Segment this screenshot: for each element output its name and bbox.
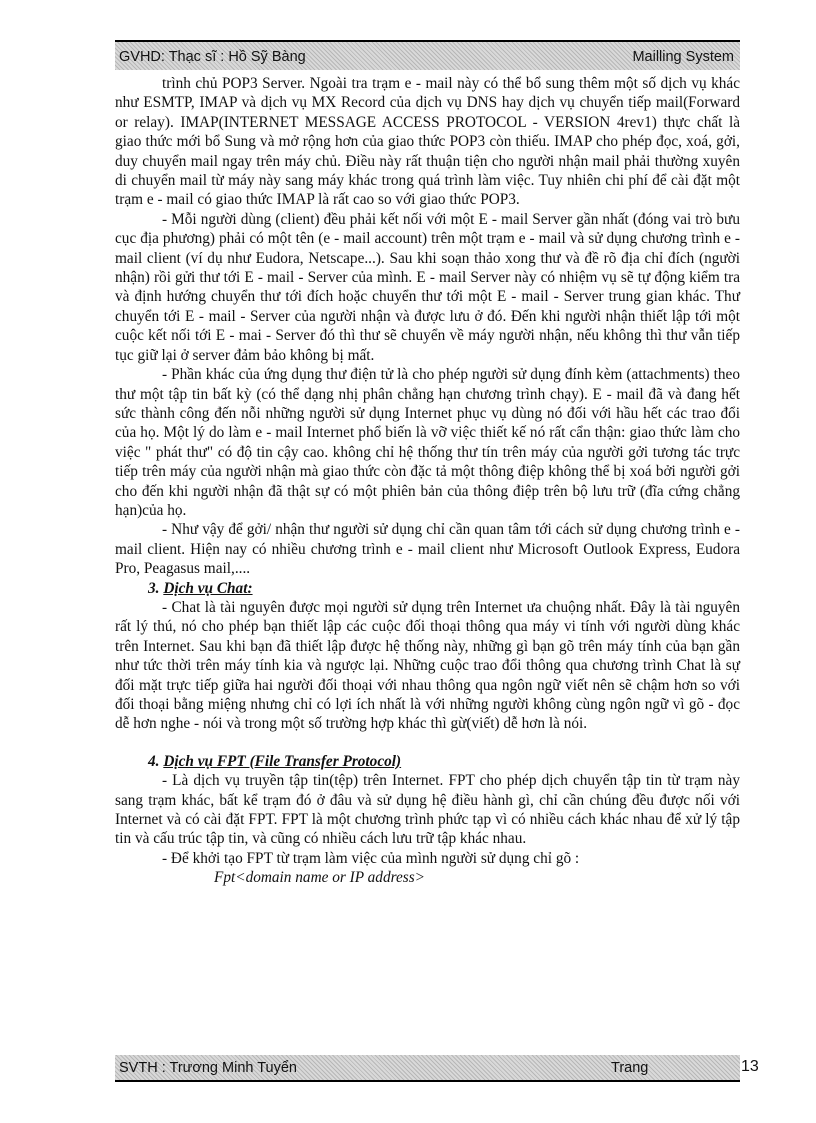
paragraph-email-clients: - Như vậy để gởi/ nhận thư người sử dụng chỉ cần quan tâm tới cách sử dụng chương trình e - mail client. Hiện nay có nhiều chương trình e - mail client như Microsoft Outlook Express, Eudora Pro, Peagasus mail,.... <box>115 521 740 578</box>
document-body <box>115 74 740 888</box>
section-number: 4. <box>148 752 160 770</box>
page-header <box>115 40 740 70</box>
section-number: 3. <box>148 579 160 597</box>
section-heading-chat <box>115 579 740 598</box>
footer-page-label: Trang <box>611 1060 649 1076</box>
page-number: 13 <box>741 1058 759 1075</box>
section-heading-ftp <box>115 752 740 771</box>
page-footer <box>115 1055 740 1082</box>
paragraph-ftp-start: - Để khởi tạo FPT từ trạm làm việc của mình người sử dụng chỉ gõ : <box>162 849 580 867</box>
footer-student: SVTH : Trương Minh Tuyển <box>119 1060 297 1076</box>
paragraph-ftp: - Là dịch vụ truyền tập tin(tệp) trên Internet. FPT cho phép dịch chuyển tập tin từ trạm này sang trạm khác, bất kể trạm đó ở đâu và sử dụng hệ điều hành gì, chỉ cần chúng đều được nối với Internet và có cài đặt FPT. FPT là một chương trình phức tạp vì có nhiều cách khác nhau để xử lý tập tin và cấu trúc tập tin, và cũng có nhiều cách lưu trữ tập khác nhau. <box>115 772 740 848</box>
header-title: Mailling System <box>632 49 734 65</box>
paragraph-chat: - Chat là tài nguyên được mọi người sử dụng trên Internet ưa chuộng nhất. Đây là tài nguyên rất lý thú, nó cho phép bạn thiết lập các cuộc đối thoại thông qua máy vi tính với người dùng khác trên Internet. Sau khi bạn đã thiết lập được hệ thống này, những gì bạn gõ trên máy tính của bạn gần như tức thời trên máy tính kia và ngược lại. Những cuộc trao đổi thông qua chương trình Chat là sự đối mặt trực tiếp giữa hai người đối thoại với nhau thông qua ngôn ngữ viết nên sẽ chậm hơn so với đối thoại bằng miệng nhưng chỉ có lợi ích nhất là với những người không cùng ngôn ngữ vì gõ - đọc dễ hơn nghe - nói và trong một số trường hợp khác thì gừ(viết) dễ hơn là nói. <box>115 598 740 733</box>
section-title: Dịch vụ Chat: <box>163 579 253 597</box>
ftp-command: Fpt<domain name or IP address> <box>214 869 425 887</box>
paragraph-pop3-imap: trình chủ POP3 Server. Ngoài tra trạm e - mail này có thể bổ sung thêm một số dịch vụ khác như ESMTP, IMAP và dịch vụ MX Record của dịch vụ DNS hay dịch vụ chuyển tiếp mail(Forward or relay). IMAP(INTERNET MESSAGE ACCESS PROTOCOL - VERSION 4rev1) thực chất là giao thức mới bổ Sung và mở rộng hơn của giao thức POP3 còn thiếu. IMAP cho phép đọc, xoá, gởi, duy chuyển mail ngay trên máy chủ. Điều này rất thuận tiện cho người nhận mail phải thường xuyên di chuyển mail từ máy này sang máy khác trong quá trình làm việc. Tuy nhiên chi phí để cài đặt một trạm e - mail có giao thức IMAP là rất cao so với giao thức POP3. <box>115 75 740 209</box>
header-instructor: GVHD: Thạc sĩ : Hồ Sỹ Bàng <box>119 49 306 65</box>
paragraph-client-server: - Mỗi người dùng (client) đều phải kết nối với một E - mail Server gần nhất (đóng vai trò bưu cục địa phương) phải có một tên (e - mail account) trên một trạm e - mail và sử dụng chương trình e - mail client (ví dụ như Eudora, Netscape...). Sau khi soạn thảo xong thư và đề rõ địa chỉ đích (người nhận) rồi gửi thư tới E - mail - Server của mình. E - mail Server này có nhiệm vụ sẽ tự động kiểm tra và định hướng chuyển thư tới đích hoặc chuyển thư tới một E - mail - Server trung gian khác. Thư chuyển tới E - mail - Server của người nhận và được lưu ở đó. Đến khi người nhận thiết lập tới một cuộc kết nối tới E - mai - Server đó thì thư sẽ chuyển về máy người nhận, nếu không thì thư vẫn tiếp tục giữ lại ở server đảm bảo không bị mất. <box>115 210 740 364</box>
paragraph-attachments: - Phần khác của ứng dụng thư điện tử là cho phép người sử dụng đính kèm (attachments) theo thư một tập tin bất kỳ (có thể dạng nhị phân chẳng hạn chương trình chạy). E - mail đã và đang hết sức thành công đến nỗi những người sử dụng Internet phục vụ dùng nó đối với hầu hết các trao đổi của họ. Một lý do làm e - mail Internet phổ biến là vỡ việc thiết kế nó rất cẩn thận: giao thức làm cho việc " phát thư" có độ tin cậy cao. không chỉ hệ thống thư tín trên máy của người gởi tương tác trực tiếp trên máy của người nhận mà giao thức còn đặc tả một thông điệp không thể bị xoá bởi người gởi cho đến khi người nhận đã thật sự có một phiên bản của thông điệp trên bộ lưu trữ (đĩa cứng chẳng hạn)của họ. <box>115 366 740 519</box>
section-title: Dịch vụ FPT (File Transfer Protocol) <box>163 752 402 770</box>
